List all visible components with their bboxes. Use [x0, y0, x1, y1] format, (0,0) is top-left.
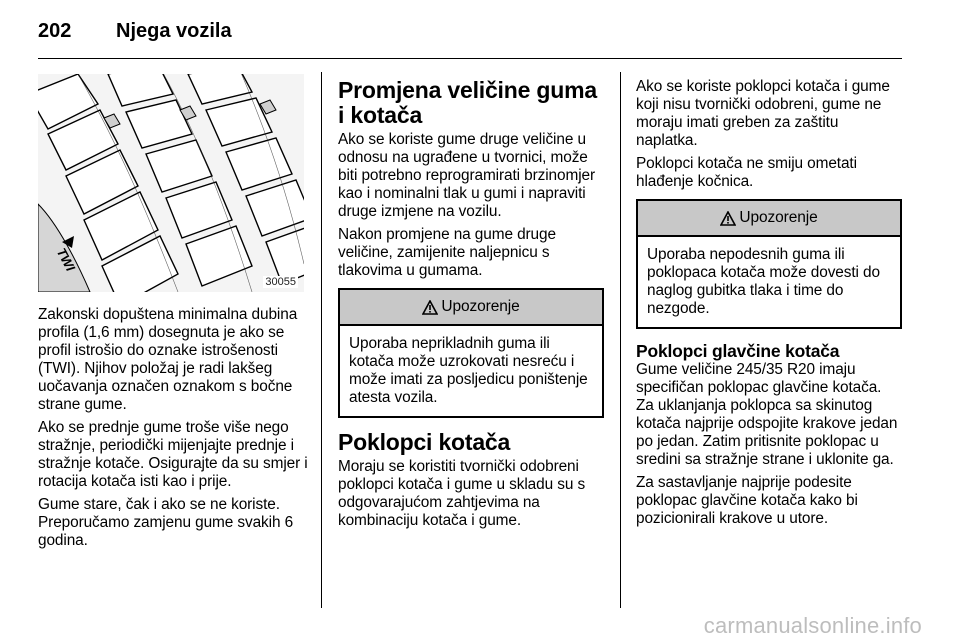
middle-column	[338, 78, 604, 535]
paragraph-cover-rim: Ako se koriste poklopci kotača i gume koji nisu tvornički odobreni, gume ne moraju imati greben za zaštitu naplatka.	[636, 78, 890, 149]
page-header	[38, 16, 902, 60]
column-divider-2	[620, 72, 621, 608]
warning-triangle-icon	[720, 211, 736, 226]
column-divider-1	[321, 72, 322, 608]
paragraph-size-change-1: Ako se koriste gume druge veličine u odnosu na ugrađene u tvornici, može biti potrebno reprogramirati brzinomjer kao i nominalni tlak u gumi i napraviti druge izmjene na vozilu.	[338, 131, 595, 220]
section-title-size-change: Promjena veličine guma i kotača	[338, 77, 597, 128]
warning-text: Uporaba neprikladnih guma ili kotača može uzrokovati nesreću i može imati za posljedicu poništenje atesta vozila.	[349, 335, 588, 406]
section-title-wheel-covers: Poklopci kotača	[338, 429, 511, 455]
right-column	[636, 78, 902, 533]
paragraph-brake-cooling: Poklopci kotača ne smiju ometati hlađenje kočnica.	[636, 155, 857, 190]
page-number: 202	[38, 20, 72, 42]
left-column	[38, 306, 308, 555]
paragraph-tire-age: Gume stare, čak i ako se ne koriste. Preporučamo zamjenu gume svakih 6 godina.	[38, 496, 294, 549]
chapter-title: Njega vozila	[116, 20, 232, 42]
paragraph-rotation: Ako se prednje gume troše više nego stražnje, periodički mijenjajte prednje i stražnje kotače. Osigurajte da su smjer i rotacija kotača isti kao i prije.	[38, 419, 308, 490]
warning-triangle-icon	[422, 300, 438, 315]
paragraph-tread-depth: Zakonski dopuštena minimalna dubina profila (1,6 mm) dosegnuta je ako se profil istrošio do oznake istrošenosti (TWI). Njihov položaj je radi lakšeg uočavanja označen oznakom s bočne strane gume.	[38, 306, 298, 413]
warning-header	[340, 290, 602, 326]
paragraph-size-change-2: Nakon promjene na gume druge veličine, zamijenite naljepnicu s tlakovima u gumama.	[338, 226, 556, 279]
tire-tread-illustration	[38, 74, 304, 292]
warning-box-2	[636, 199, 902, 329]
figure-code: 30055	[265, 276, 296, 288]
section-title-hub-caps: Poklopci glavčine kotača	[636, 341, 840, 361]
warning-text: Uporaba nepodesnih guma ili poklopaca kotača može dovesti do naglog gubitka tlaka i time do nezgode.	[647, 246, 880, 317]
tire-tread-figure	[38, 74, 304, 292]
warning-heading: Upozorenje	[739, 209, 818, 226]
warning-header	[638, 201, 900, 237]
twi-label: TWI	[53, 245, 79, 274]
header-rule	[38, 58, 902, 59]
paragraph-wheel-covers: Moraju se koristiti tvornički odobreni poklopci kotača i gume u skladu su s odgovarajućom zahtjevima na kombinaciju kotača i gume.	[338, 458, 586, 529]
warning-box-1	[338, 288, 604, 418]
watermark: carmanualsonline.info	[703, 613, 922, 638]
warning-heading: Upozorenje	[441, 298, 520, 315]
paragraph-hub-caps-2: Za sastavljanje najprije podesite poklopac glavčine kotača kako bi pozicionirali krakove u utore.	[636, 474, 858, 527]
paragraph-hub-caps-1: Gume veličine 245/35 R20 imaju specifičan poklopac glavčine kotača. Za uklanjanja poklopca sa skinutog kotača najprije odspojite krakove jedan po jedan. Zatim pritisnite poklopac u sredini sa stražnje strane i uklonite ga.	[636, 361, 898, 468]
